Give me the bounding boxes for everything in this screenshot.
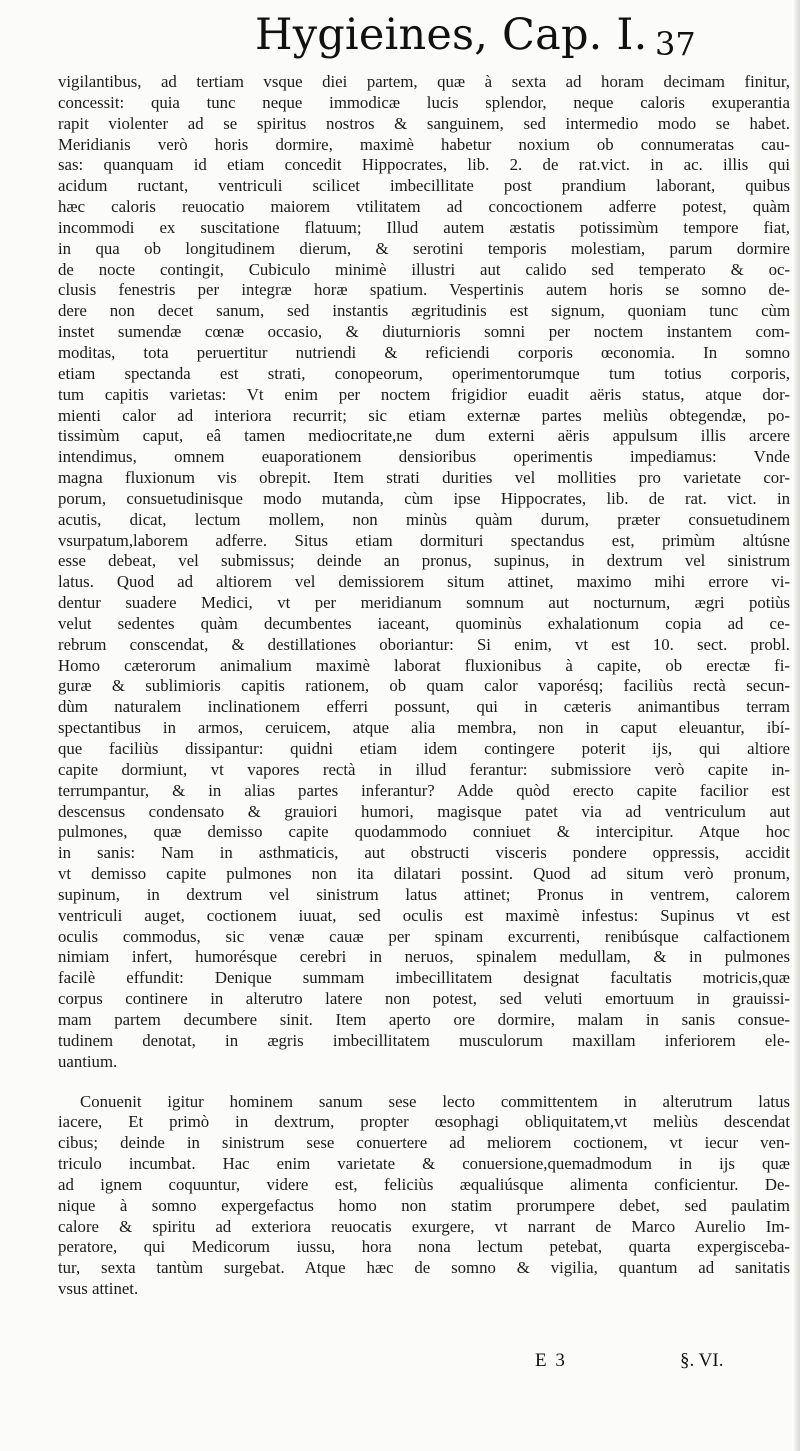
text-line: rapit violenter ad se spiritus nostros & sanguinem, sed intermedio modo se habet. — [58, 113, 790, 133]
paragraph-1 — [58, 72, 790, 1073]
text-line: facilè effundit: Denique summam imbecillitatem designat facultatis motricis,quæ — [58, 968, 790, 988]
text-line: porum, consuetudinisque modo mutanda, cùm ipse Hippocrates, lib. de rat. vict. in — [58, 488, 790, 508]
catchword: §. VI. — [680, 1350, 724, 1371]
text-line: sas: quanquam id etiam concedit Hippocrates, lib. 2. de rat.vict. in ac. illis qui — [58, 155, 790, 175]
text-line: ad ignem coquuntur, videre est, feliciùs æqualiúsque alimenta conficientur. De- — [58, 1174, 790, 1194]
text-line: de nocte contingit, Cubiculo minimè illustri aut calido sed temperato & oc- — [58, 259, 790, 279]
text-line: in sanis: Nam in asthmaticis, aut obstructi visceris pondere oppressis, accidit — [58, 843, 790, 863]
text-line: que faciliùs dissipantur: quidni etiam idem contingere poterit ijs, qui altiore — [58, 739, 790, 758]
text-line: magna fluxionum vis obrepit. Item strati durities vel mollities pro varietate cor- — [58, 468, 790, 488]
text-line: terrumpantur, & in alias partes inferantur? Adde quòd erecto capite facilior est — [58, 780, 790, 800]
text-line: intendimus, omnem euaporationem densioribus operimentis impediamus: Vnde — [58, 447, 790, 467]
text-line: nique à somno expergefactus homo non statim prorumpere debet, sed paulatim — [58, 1195, 790, 1215]
text-line: rebrum conscendat, & destillationes oboriantur: Si enim, vt est 10. sect. probl. — [58, 634, 790, 654]
text-line: clusis fenestris per integræ horæ spatium. Vespertinis autem horis se somno de- — [58, 280, 790, 300]
text-line: acidum ructant, ventriculi scilicet imbecillitate post prandium laborant, quibus — [58, 176, 790, 196]
text-line: moditas, tota peruertitur nutriendi & reficiendi corporis œconomia. In somno — [58, 342, 790, 362]
text-line: descensus condensato & grauiori humori, magisque patet via ad ventriculum aut — [58, 801, 790, 821]
text-line: guræ & sublimioris capitis rationem, ob quam calor vaporésq; faciliùs rectà secun- — [58, 676, 790, 696]
text-line: vigilantibus, ad tertiam vsque diei partem, quæ à sexta ad horam decimam finitur, — [58, 72, 790, 91]
text-line: tissimùm caput, eâ tamen mediocritate,ne dum externi aëris appulsum illis arcere — [58, 426, 790, 446]
text-line: cibus; deinde in sinistrum sese conuertere ad meliorem coctionem, vt iecur ven- — [58, 1133, 790, 1153]
text-line: instet sumendæ cœnæ occasio, & diuturnioris somni per noctem instantem com- — [58, 322, 790, 342]
text-line: etiam spectanda est strati, conopeorum, operimentorumque tum totius corporis, — [58, 363, 790, 383]
text-line: tur, sexta tantùm surgebat. Atque hæc de somno & vigilia, quantum ad sanitatis — [58, 1258, 790, 1278]
text-line: uantium. — [58, 1051, 118, 1071]
text-line: dùm naturalem inclinationem efferri possunt, qui in cæteris animantibus terram — [58, 697, 790, 717]
signature-mark: E 3 — [535, 1350, 567, 1371]
text-line: ventriculi auget, coctionem iuuat, sed oculis est maximè infestus: Supinus vt est — [58, 905, 790, 925]
text-line: supinum, in dextrum vel sinistrum latus attinet; Pronus in ventrem, calorem — [58, 884, 790, 904]
paragraph-gap — [58, 1073, 790, 1092]
text-line: esse debeat, vel submissus; deinde an pronus, supinus, in dextrum vel sinistrum — [58, 551, 790, 571]
body-text — [58, 72, 790, 1300]
paragraph-2 — [58, 1092, 790, 1300]
text-line: Conuenit igitur hominem sanum sese lecto committentem in alterutrum latus — [80, 1091, 790, 1111]
text-line: peratore, qui Medicorum iussu, hora nona lectum petebat, quarta expergiscеba- — [58, 1237, 790, 1257]
text-line: vt demisso capite pulmones non ita dilatari possint. Quod ad situm verò pronum, — [58, 864, 790, 884]
text-line: vsurpatum,laborem adferre. Situs etiam dormituri spectandus est, primùm altúsne — [58, 530, 790, 550]
text-line: dere non decet sanum, sed instantis ægritudinis est signum, quoniam tunc cùm — [58, 301, 790, 321]
text-line: incommodi ex suscitatione flatuum; Illud autem æstatis potissimùm tempore fiat, — [58, 217, 790, 237]
text-line: spectantibus in armos, ceruicem, atque alia membra, non in caput eleuantur, ibí- — [58, 718, 790, 738]
text-line: capite dormiunt, vt vapores rectà in illud ferantur: submissiore verò capite in- — [58, 759, 790, 779]
text-line: vsus attinet. — [58, 1279, 139, 1299]
page-edge-shadow — [794, 0, 800, 1451]
page-number: 37 — [655, 25, 696, 63]
text-line: tum capitis varietas: Vt enim per noctem frigidior euadit aëris status, atque dor- — [58, 384, 790, 404]
text-line: velut sedentes quàm decumbentes iaceant, quominùs exhalationum copia ad ce- — [58, 613, 790, 633]
text-line: triculo incumbat. Hac enim varietate & conuersione,quemadmodum in ijs quæ — [58, 1154, 790, 1174]
text-line: pulmones, quæ demisso capite quodammodo conniuet & intercipitur. Atque hoc — [58, 822, 790, 842]
text-line: calore & spiritu ad exteriora reuocatis exurgere, vt narrant de Marco Aurelio Im- — [58, 1216, 790, 1236]
text-line: tudinem denotat, in ægris imbecillitatem musculorum maxillam inferiorem ele- — [58, 1030, 790, 1050]
running-title: Hygieines, Cap. I. — [255, 10, 648, 60]
text-line: oculis commodus, sic venæ cauæ per spinam excurrenti, renibúsque calfactionem — [58, 926, 790, 946]
text-line: iacere, Et primò in dextrum, propter œsophagi obliquitatem,vt meliùs descendat — [58, 1112, 790, 1132]
text-line: acutis, dicat, lectum mollem, non minùs quàm durum, præter consuetudinem — [58, 509, 790, 529]
text-line: dentur suadere Medici, vt per meridianum somnum aut nocturnum, ægri potiùs — [58, 593, 790, 613]
text-line: hæc caloris reuocatio maiorem vtilitatem ad concoctionem adferre potest, quàm — [58, 197, 790, 217]
text-line: latus. Quod ad altiorem vel demissiorem situm attinet, maximo mihi errore vi- — [58, 572, 790, 592]
text-line: mam partem decumbere sinit. Item aperto ore dormire, malam in sanis consue- — [58, 1009, 790, 1029]
text-line: in qua ob longitudinem dierum, & serotini temporis molestiam, parum dormire — [58, 238, 790, 258]
text-line: mienti calor ad interiora recurrit; sic etiam externæ partes meliùs obtegendæ, po- — [58, 405, 790, 425]
text-line: concessit: quia tunc neque immodicæ lucis splendor, neque caloris exuperantia — [58, 92, 790, 112]
text-line: corpus continere in alterutro latere non potest, sed veluti emortuum in grauissi- — [58, 989, 790, 1009]
text-line: nimiam infert, humorésque cerebri in neruos, spinalem medullam, & in pulmones — [58, 947, 790, 967]
text-line: Homo cæterorum animalium maximè laborat fluxionibus à capite, ob erectæ fi- — [58, 655, 790, 675]
text-line: Meridianis verò horis dormire, maximè habetur noxium ob connumeratas cau- — [58, 134, 790, 154]
